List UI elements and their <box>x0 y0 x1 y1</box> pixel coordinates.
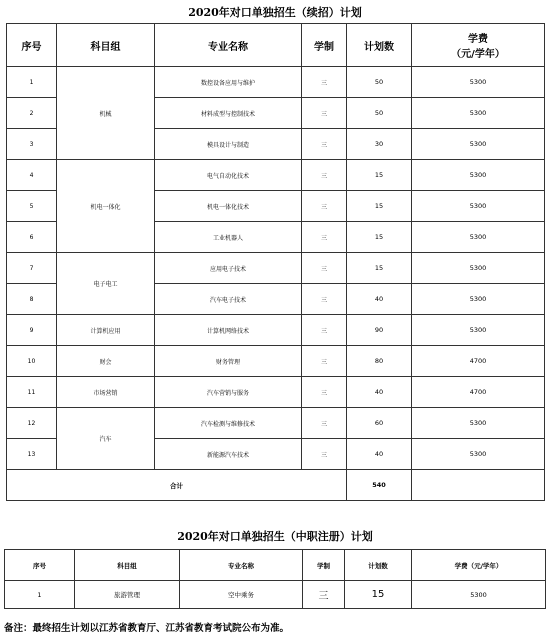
cell-fee: 5300 <box>412 284 545 315</box>
cell-index: 6 <box>7 222 57 253</box>
header-fee-unit: （元/学年） <box>451 49 505 60</box>
cell-fee: 5300 <box>412 408 545 439</box>
cell-group: 财会 <box>57 346 155 377</box>
header-fee: 学费（元/学年） <box>412 550 546 581</box>
cell-plan: 15 <box>347 253 412 284</box>
cell-group: 计算机应用 <box>57 315 155 346</box>
cell-years: 三 <box>302 129 347 160</box>
cell-fee: 5300 <box>412 315 545 346</box>
total-fee-empty <box>412 470 545 501</box>
cell-index: 5 <box>7 191 57 222</box>
cell-plan: 15 <box>347 191 412 222</box>
header-index: 序号 <box>5 550 75 581</box>
cell-major: 空中乘务 <box>180 581 303 609</box>
cell-major: 电气自动化技术 <box>155 160 302 191</box>
cell-plan: 15 <box>345 581 412 609</box>
header-plan: 计划数 <box>347 24 412 67</box>
cell-years: 三 <box>302 191 347 222</box>
cell-years: 三 <box>302 377 347 408</box>
cell-years: 三 <box>302 439 347 470</box>
cell-fee: 5300 <box>412 222 545 253</box>
cell-years: 三 <box>302 408 347 439</box>
footnote: 备注：最终招生计划以江苏省教育厅、江苏省教育考试院公布为准。 <box>4 623 290 634</box>
table1-title: 2020年对口单独招生（续招）计划 <box>188 6 362 19</box>
cell-years: 三 <box>302 284 347 315</box>
table-row <box>7 346 545 377</box>
table-row <box>7 253 545 284</box>
header-years: 学制 <box>303 550 345 581</box>
cell-major: 应用电子技术 <box>155 253 302 284</box>
cell-index: 10 <box>7 346 57 377</box>
cell-fee: 4700 <box>412 346 545 377</box>
cell-plan: 30 <box>347 129 412 160</box>
header-group: 科目组 <box>75 550 180 581</box>
header-major: 专业名称 <box>155 24 302 67</box>
cell-major: 汽车电子技术 <box>155 284 302 315</box>
cell-years: 三 <box>302 222 347 253</box>
cell-plan: 15 <box>347 222 412 253</box>
table-row <box>7 408 545 439</box>
header-major: 专业名称 <box>180 550 303 581</box>
cell-years: 三 <box>302 160 347 191</box>
cell-group: 市场营销 <box>57 377 155 408</box>
header-fee <box>412 24 545 67</box>
cell-major: 新能源汽车技术 <box>155 439 302 470</box>
header-years: 学制 <box>302 24 347 67</box>
header-plan: 计划数 <box>345 550 412 581</box>
cell-index: 12 <box>7 408 57 439</box>
total-row <box>7 470 545 501</box>
table2-title: 2020年对口单独招生（中职注册）计划 <box>177 530 373 543</box>
cell-group: 汽车 <box>57 408 155 470</box>
table-row <box>5 581 546 609</box>
cell-index: 1 <box>7 67 57 98</box>
cell-major: 汽车检测与维修技术 <box>155 408 302 439</box>
cell-years: 三 <box>302 98 347 129</box>
cell-plan: 40 <box>347 284 412 315</box>
cell-fee: 5300 <box>412 581 546 609</box>
table-row <box>7 377 545 408</box>
cell-group: 机电一体化 <box>57 160 155 253</box>
cell-plan: 15 <box>347 160 412 191</box>
cell-group: 电子电工 <box>57 253 155 315</box>
total-value: 540 <box>347 470 412 501</box>
cell-plan: 80 <box>347 346 412 377</box>
cell-fee: 5300 <box>412 191 545 222</box>
cell-group: 旅游管理 <box>75 581 180 609</box>
table-row <box>7 315 545 346</box>
cell-index: 2 <box>7 98 57 129</box>
cell-index: 13 <box>7 439 57 470</box>
cell-index: 9 <box>7 315 57 346</box>
plan-table-continued <box>6 23 545 501</box>
plan-table-registered <box>4 549 546 609</box>
cell-index: 1 <box>5 581 75 609</box>
cell-fee: 5300 <box>412 129 545 160</box>
table1-header-row <box>7 24 545 67</box>
cell-fee: 5300 <box>412 98 545 129</box>
table2-header-row <box>5 550 546 581</box>
cell-years: 三 <box>303 581 345 609</box>
cell-major: 机电一体化技术 <box>155 191 302 222</box>
cell-index: 7 <box>7 253 57 284</box>
cell-fee: 5300 <box>412 67 545 98</box>
cell-fee: 5300 <box>412 439 545 470</box>
cell-major: 财务管理 <box>155 346 302 377</box>
header-index: 序号 <box>7 24 57 67</box>
cell-index: 4 <box>7 160 57 191</box>
total-label: 合计 <box>7 470 347 501</box>
cell-plan: 90 <box>347 315 412 346</box>
cell-index: 11 <box>7 377 57 408</box>
cell-plan: 50 <box>347 98 412 129</box>
cell-years: 三 <box>302 253 347 284</box>
cell-fee: 5300 <box>412 160 545 191</box>
cell-fee: 5300 <box>412 253 545 284</box>
cell-major: 材料成型与控制技术 <box>155 98 302 129</box>
cell-years: 三 <box>302 67 347 98</box>
table-row <box>7 160 545 191</box>
cell-fee: 4700 <box>412 377 545 408</box>
table-row <box>7 67 545 98</box>
cell-years: 三 <box>302 346 347 377</box>
cell-plan: 40 <box>347 439 412 470</box>
cell-plan: 40 <box>347 377 412 408</box>
header-group: 科目组 <box>57 24 155 67</box>
cell-plan: 50 <box>347 67 412 98</box>
cell-major: 计算机网络技术 <box>155 315 302 346</box>
cell-years: 三 <box>302 315 347 346</box>
header-fee-label: 学费 <box>468 34 488 45</box>
cell-group: 机械 <box>57 67 155 160</box>
cell-index: 3 <box>7 129 57 160</box>
cell-major: 工业机器人 <box>155 222 302 253</box>
cell-index: 8 <box>7 284 57 315</box>
cell-major: 汽车营销与服务 <box>155 377 302 408</box>
cell-major: 数控设备应用与维护 <box>155 67 302 98</box>
cell-plan: 60 <box>347 408 412 439</box>
cell-major: 模具设计与制造 <box>155 129 302 160</box>
